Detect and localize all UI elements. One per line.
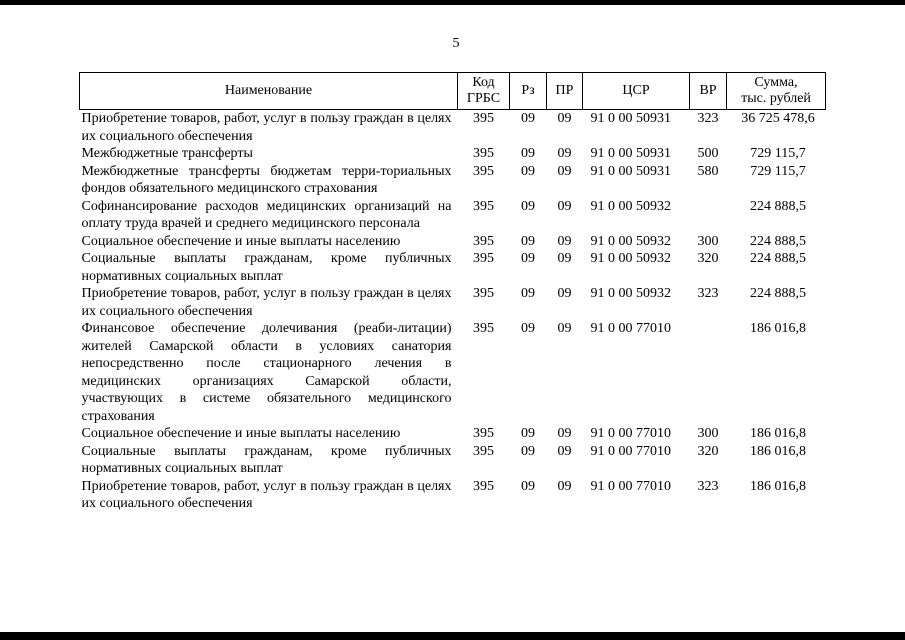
row-rz: 09 (521, 233, 535, 249)
row-name: Социальное обеспечение и иные выплаты населению (81, 426, 401, 441)
table-row (80, 250, 826, 285)
header-sum-unit: тыс. рублей (741, 91, 811, 106)
row-sum: 224 888,5 (750, 233, 806, 249)
table-row (80, 145, 826, 163)
row-grbs: 395 (473, 478, 494, 494)
table-row (80, 320, 826, 425)
row-csr: 91 0 00 50932 (590, 251, 671, 266)
row-name: Социальное обеспечение и иные выплаты населению (81, 233, 401, 249)
row-csr: 91 0 00 50931 (590, 163, 671, 179)
row-name: Приобретение товаров, работ, услуг в пользу граждан в целях их социального обеспечения (81, 111, 452, 144)
header-sum-label: Сумма, (754, 75, 798, 90)
row-grbs: 395 (473, 233, 494, 249)
row-vr: 323 (697, 286, 719, 301)
row-vr (690, 320, 727, 425)
row-rz: 09 (521, 198, 535, 214)
row-grbs: 395 (473, 286, 494, 301)
row-sum: 224 888,5 (750, 286, 806, 301)
row-grbs: 395 (473, 146, 494, 161)
row-sum: 186 016,8 (750, 443, 806, 459)
row-sum: 36 725 478,6 (741, 111, 815, 126)
row-vr: 580 (697, 163, 719, 179)
row-csr: 91 0 00 50932 (590, 286, 671, 301)
row-vr: 300 (697, 426, 719, 441)
row-csr: 91 0 00 77010 (590, 426, 671, 441)
row-csr: 91 0 00 77010 (590, 478, 671, 494)
row-csr: 91 0 00 77010 (590, 443, 671, 459)
row-pr: 09 (557, 111, 572, 126)
row-pr: 09 (557, 286, 572, 301)
table-row (80, 163, 826, 198)
row-sum: 224 888,5 (750, 251, 806, 266)
row-csr: 91 0 00 50931 (590, 111, 671, 126)
table-row (80, 110, 826, 146)
row-vr: 323 (697, 111, 719, 126)
row-sum: 186 016,8 (750, 478, 806, 494)
row-pr: 09 (557, 233, 572, 249)
row-rz: 09 (521, 321, 535, 336)
top-border-bar (0, 0, 905, 5)
row-grbs: 395 (473, 426, 494, 441)
table-header (80, 73, 826, 110)
table-row (80, 443, 826, 478)
header-pr: ПР (547, 73, 583, 110)
budget-table (79, 72, 826, 513)
row-pr: 09 (557, 251, 572, 266)
row-csr: 91 0 00 50931 (590, 146, 671, 161)
row-sum: 729 115,7 (750, 146, 806, 161)
row-pr: 09 (557, 163, 572, 179)
table-row (80, 425, 826, 443)
row-name: Приобретение товаров, работ, услуг в пользу граждан в целях их социального обеспечения (81, 478, 452, 511)
row-name: Социальные выплаты гражданам, кроме публичных нормативных социальных выплат (81, 251, 452, 284)
bottom-border-bar (0, 632, 905, 640)
row-pr: 09 (557, 198, 572, 214)
row-name: Межбюджетные трансферты (81, 146, 253, 161)
row-grbs: 395 (473, 198, 494, 214)
row-grbs: 395 (473, 111, 494, 126)
row-grbs: 395 (473, 251, 494, 266)
row-sum: 729 115,7 (750, 163, 806, 179)
row-pr: 09 (557, 146, 572, 161)
header-csr: ЦСР (583, 73, 690, 110)
table-body (80, 110, 826, 513)
row-rz: 09 (521, 111, 535, 126)
row-rz: 09 (521, 478, 535, 494)
header-grbs: Код ГРБС (458, 73, 510, 110)
table-row (80, 478, 826, 513)
row-vr: 320 (697, 251, 719, 266)
row-grbs: 395 (473, 321, 494, 336)
row-vr: 500 (697, 146, 719, 161)
row-vr: 300 (697, 233, 719, 249)
row-vr: 323 (697, 478, 719, 494)
row-csr: 91 0 00 50932 (590, 198, 671, 214)
row-name: Софинансирование расходов медицинских организаций на оплату труда врачей и среднего медицинского персонала (81, 198, 452, 231)
row-sum: 186 016,8 (750, 321, 806, 336)
row-rz: 09 (521, 163, 535, 179)
row-name: Финансовое обеспечение долечивания (реаби-литации) жителей Самарской области в условиях санатория непосредственно после стационарного лечения в медицинских организациях Самарской области, участвующих в системе обязательного медицинского страхования (81, 321, 452, 424)
row-grbs: 395 (473, 443, 494, 459)
row-sum: 224 888,5 (750, 198, 806, 214)
row-sum: 186 016,8 (750, 426, 806, 441)
row-name: Социальные выплаты гражданам, кроме публичных нормативных социальных выплат (81, 443, 452, 476)
row-pr: 09 (557, 426, 572, 441)
row-rz: 09 (521, 286, 535, 301)
row-rz: 09 (521, 146, 535, 161)
row-vr: 320 (697, 443, 719, 459)
header-sum (727, 73, 826, 110)
row-rz: 09 (521, 251, 535, 266)
row-vr (690, 198, 727, 233)
header-name: Наименование (80, 73, 458, 110)
table-row (80, 285, 826, 320)
table-row (80, 233, 826, 251)
header-vr: ВР (690, 73, 727, 110)
row-rz: 09 (521, 426, 535, 441)
row-csr: 91 0 00 77010 (590, 321, 671, 336)
row-name: Межбюджетные трансферты бюджетам терри-ториальных фондов обязательного медицинского страхования (81, 163, 452, 196)
row-name: Приобретение товаров, работ, услуг в пользу граждан в целях их социального обеспечения (81, 286, 452, 319)
row-pr: 09 (557, 478, 572, 494)
row-pr: 09 (557, 443, 572, 459)
page-number: 5 (452, 36, 460, 51)
header-rz: Рз (510, 73, 547, 110)
row-csr: 91 0 00 50932 (590, 233, 671, 249)
row-grbs: 395 (473, 163, 494, 179)
table-row (80, 198, 826, 233)
row-rz: 09 (521, 443, 535, 459)
row-pr: 09 (557, 321, 572, 336)
